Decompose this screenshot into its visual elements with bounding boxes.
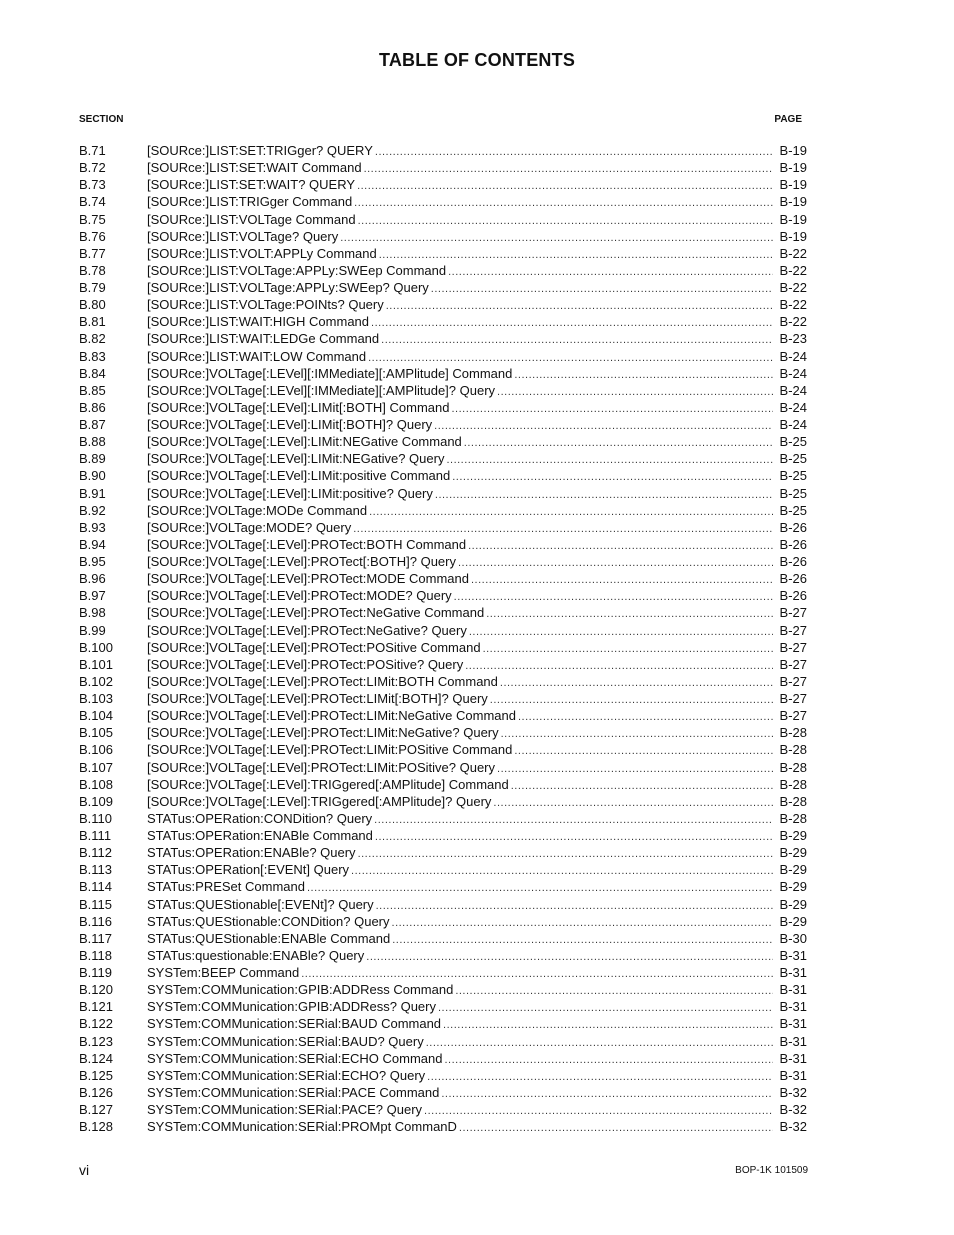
toc-entry-title: STATus:QUEStionable[:EVENt]? Query: [147, 896, 374, 912]
dot-leader: [518, 709, 773, 726]
toc-page-number: B-31: [779, 1016, 807, 1032]
toc-page-number: B-23: [779, 331, 807, 347]
toc-entry-title: [SOURce:]VOLTage[:LEVel]:PROTect:LIMit[:BOTH]? Query: [147, 691, 488, 706]
toc-entry-title: SYSTem:COMMunication:SERial:PROMpt CommanD: [147, 1119, 457, 1135]
toc-page-number: B-27: [779, 656, 807, 672]
toc-entry-title: [SOURce:]VOLTage[:LEVel]:PROTect:LIMit:NeGative? Query: [147, 725, 499, 741]
toc-page-number: B-19: [779, 177, 807, 193]
toc-entry-title: [SOURce:]VOLTage[:LEVel]:PROTect:LIMit:POSitive? Query: [147, 759, 496, 775]
dot-leader: [354, 195, 773, 212]
toc-entry-title: [SOURce:]LIST:WAIT:LOW Command: [147, 348, 367, 364]
dot-leader: [497, 761, 773, 778]
toc-entry-title: STATus:OPERation:ENABle Command: [147, 828, 373, 843]
toc-section-number: B.106: [79, 742, 113, 758]
toc-entry[interactable]: [79, 176, 807, 193]
toc-section-number: B.113: [79, 862, 113, 878]
toc-entry[interactable]: [79, 673, 807, 690]
toc-page-number: B-28: [779, 742, 807, 758]
toc-entry[interactable]: [79, 1118, 807, 1135]
toc-entry[interactable]: [79, 382, 807, 399]
toc-page-number: B-27: [779, 691, 807, 706]
toc-page-number: B-22: [779, 245, 807, 261]
dot-leader: [366, 949, 773, 966]
toc-page-number: B-32: [779, 1119, 807, 1135]
toc-section-number: B.111: [79, 828, 112, 843]
toc-entry[interactable]: [79, 262, 807, 279]
toc-section-number: B.107: [79, 759, 113, 775]
dot-leader: [438, 1000, 773, 1017]
toc-entry[interactable]: [79, 707, 807, 724]
toc-entry-title: [SOURce:]VOLTage[:LEVel]:PROTect:POSitive Command: [147, 639, 481, 655]
toc-section-number: B.91: [79, 485, 106, 501]
toc-entry[interactable]: [79, 656, 807, 673]
toc-entry[interactable]: [79, 467, 807, 484]
toc-section-number: B.99: [79, 622, 106, 638]
toc-entry-title: [SOURce:]LIST:WAIT:LEDGe Command: [147, 331, 380, 347]
dot-leader: [444, 1052, 773, 1069]
toc-entry-title: [SOURce:]VOLTage:MODe Command: [147, 502, 368, 518]
toc-page-number: B-22: [779, 280, 807, 295]
dot-leader: [375, 829, 773, 846]
toc-page-number: B-25: [779, 485, 807, 501]
toc-entry-title: [SOURce:]LIST:SET:WAIT? QUERY: [147, 177, 356, 193]
toc-entry-title: STATus:OPERation[:EVENt] Query: [147, 862, 350, 878]
page-title: TABLE OF CONTENTS: [378, 50, 576, 70]
toc-entry[interactable]: [79, 416, 807, 433]
toc-entry[interactable]: [79, 861, 807, 878]
toc-page-number: B-32: [779, 1102, 807, 1117]
dot-leader: [386, 298, 773, 315]
toc-page-number: B-29: [779, 913, 807, 929]
section-column-header: SECTION: [79, 114, 124, 125]
toc-entry[interactable]: [79, 896, 807, 913]
toc-entry-title: SYSTem:COMMunication:GPIB:ADDRess? Query: [147, 999, 436, 1015]
dot-leader: [435, 487, 773, 504]
toc-section-number: B.92: [79, 502, 106, 518]
toc-entry-title: [SOURce:]VOLTage[:LEVel]:PROTect:LIMit:POSitive Command: [147, 742, 513, 758]
toc-entry[interactable]: [79, 502, 807, 519]
dot-leader: [340, 230, 773, 247]
toc-page-number: B-28: [779, 810, 807, 826]
toc-entry[interactable]: [79, 604, 807, 621]
dot-leader: [371, 315, 773, 332]
toc-entry[interactable]: [79, 776, 807, 793]
toc-entry[interactable]: [79, 827, 807, 844]
toc-entry-title: [SOURce:]VOLTage:MODE? Query: [147, 519, 352, 535]
dot-leader: [464, 435, 773, 452]
toc-page-number: B-28: [779, 793, 807, 809]
toc-entry-title: [SOURce:]LIST:VOLTage:POINts? Query: [147, 297, 384, 313]
toc-section-number: B.104: [79, 708, 113, 724]
toc-entry[interactable]: [79, 519, 807, 536]
toc-section-number: B.98: [79, 605, 106, 621]
toc-page-number: B-19: [779, 143, 807, 158]
dot-leader: [514, 743, 773, 760]
toc-entry[interactable]: [79, 485, 807, 502]
toc-page-number: B-31: [779, 965, 807, 980]
toc-section-number: B.80: [79, 297, 106, 313]
toc-entry[interactable]: [79, 998, 807, 1015]
toc-section-number: B.117: [79, 930, 113, 946]
toc-page-number: B-27: [779, 673, 807, 689]
toc-entry[interactable]: [79, 724, 807, 741]
dot-leader: [455, 983, 773, 1000]
toc-entry-title: [SOURce:]VOLTage[:LEVel]:LIMit[:BOTH]? Query: [147, 417, 433, 432]
toc-entry-title: SYSTem:COMMunication:SERial:ECHO Command: [147, 1050, 443, 1066]
toc-entry[interactable]: [79, 741, 807, 758]
toc-entry-title: SYSTem:BEEP Command: [147, 965, 300, 980]
toc-page-number: B-32: [779, 1084, 807, 1100]
toc-section-number: B.105: [79, 725, 113, 741]
toc-page-number: B-31: [779, 947, 807, 963]
toc-page-number: B-31: [779, 982, 807, 998]
toc-entry-title: STATus:QUEStionable:CONDition? Query: [147, 913, 390, 929]
toc-entry-title: SYSTem:COMMunication:SERial:PACE Command: [147, 1084, 440, 1100]
toc-entry-title: [SOURce:]LIST:VOLTage? Query: [147, 228, 339, 244]
toc-entry-title: [SOURce:]VOLTage[:LEVel]:LIMit:NEGative? Query: [147, 451, 445, 467]
dot-leader: [501, 726, 773, 743]
toc-entry-title: [SOURce:]VOLTage[:LEVel][:IMMediate][:AMPlitude] Command: [147, 365, 513, 381]
toc-page-number: B-24: [779, 348, 807, 364]
dot-leader: [358, 846, 773, 863]
toc-entry-title: [SOURce:]VOLTage[:LEVel]:TRIGgered[:AMPlitude] Command: [147, 776, 509, 792]
dot-leader: [490, 692, 773, 709]
toc-entry[interactable]: [79, 296, 807, 313]
toc-entry-title: [SOURce:]LIST:TRIGger Command: [147, 194, 353, 210]
toc-entry[interactable]: [79, 1067, 807, 1084]
toc-entry-title: SYSTem:COMMunication:GPIB:ADDRess Command: [147, 982, 454, 998]
toc-section-number: B.112: [79, 845, 113, 861]
dot-leader: [392, 915, 773, 932]
toc-entry[interactable]: [79, 228, 807, 245]
dot-leader: [351, 863, 773, 880]
dot-leader: [357, 178, 773, 195]
toc-section-number: B.116: [79, 913, 113, 929]
toc-entry-title: SYSTem:COMMunication:SERial:BAUD Command: [147, 1016, 442, 1032]
toc-entry[interactable]: [79, 1084, 807, 1101]
toc-section-number: B.125: [79, 1067, 113, 1083]
toc-page-number: B-24: [779, 417, 807, 432]
toc-entry-title: [SOURce:]LIST:SET:TRIGger? QUERY: [147, 143, 373, 158]
toc-section-number: B.118: [79, 947, 113, 963]
dot-leader: [469, 624, 773, 641]
dot-leader: [434, 418, 773, 435]
dot-leader: [493, 795, 773, 812]
toc-entry-title: SYSTem:COMMunication:SERial:BAUD? Query: [147, 1033, 424, 1049]
toc-page-number: B-26: [779, 554, 807, 569]
toc-page-number: B-22: [779, 314, 807, 330]
toc-section-number: B.86: [79, 399, 106, 415]
toc-section-number: B.87: [79, 417, 106, 432]
toc-section-number: B.82: [79, 331, 106, 347]
toc-section-number: B.128: [79, 1119, 113, 1135]
toc-entry[interactable]: [79, 245, 807, 262]
toc-section-number: B.83: [79, 348, 106, 364]
toc-section-number: B.73: [79, 177, 106, 193]
toc-page-number: B-29: [779, 879, 807, 895]
toc-entry[interactable]: [79, 930, 807, 947]
toc-page-number: B-25: [779, 451, 807, 467]
toc-entry-title: [SOURce:]VOLTage[:LEVel]:PROTect:BOTH Command: [147, 536, 467, 552]
dot-leader: [375, 144, 773, 161]
toc-entry-title: [SOURce:]LIST:WAIT:HIGH Command: [147, 314, 370, 330]
toc-entry[interactable]: [79, 553, 807, 570]
dot-leader: [452, 469, 773, 486]
toc-page-number: B-22: [779, 262, 807, 278]
toc-page-number: B-26: [779, 571, 807, 587]
dot-leader: [369, 504, 773, 521]
toc-page-number: B-26: [779, 588, 807, 604]
toc-entry-title: [SOURce:]VOLTage[:LEVel]:LIMit:positive Command: [147, 468, 451, 484]
dot-leader: [427, 1069, 773, 1086]
toc-entry[interactable]: [79, 330, 807, 347]
toc-entry-title: [SOURce:]VOLTage[:LEVel]:TRIGgered[:AMPlitude]? Query: [147, 793, 492, 809]
toc-section-number: B.100: [79, 639, 113, 655]
toc-section-number: B.108: [79, 776, 113, 792]
toc-entry[interactable]: [79, 159, 807, 176]
toc-section-number: B.110: [79, 810, 113, 826]
toc-entry[interactable]: [79, 878, 807, 895]
toc-section-number: B.124: [79, 1050, 113, 1066]
toc-section-number: B.114: [79, 879, 113, 895]
dot-leader: [374, 812, 773, 829]
dot-leader: [511, 778, 773, 795]
toc-section-number: B.126: [79, 1084, 113, 1100]
toc-entry-title: [SOURce:]LIST:VOLTage:APPLy:SWEep? Query: [147, 280, 429, 295]
toc-entry-title: [SOURce:]VOLTage[:LEVel]:PROTect:POSitive? Query: [147, 656, 464, 672]
toc-entry-title: STATus:questionable:ENABle? Query: [147, 947, 365, 963]
toc-entry-title: SYSTem:COMMunication:SERial:PACE? Query: [147, 1102, 423, 1117]
toc-entry-title: [SOURce:]LIST:VOLT:APPLy Command: [147, 245, 377, 261]
toc-entry[interactable]: [79, 450, 807, 467]
toc-section-number: B.115: [79, 896, 113, 912]
toc-entry[interactable]: [79, 279, 807, 296]
dot-leader: [441, 1086, 773, 1103]
dot-leader: [431, 281, 773, 298]
toc-section-number: B.88: [79, 434, 106, 450]
dot-leader: [465, 658, 773, 675]
toc-section-number: B.123: [79, 1033, 113, 1049]
toc-page-number: B-30: [779, 930, 807, 946]
toc-section-number: B.120: [79, 982, 113, 998]
dot-leader: [497, 384, 773, 401]
dot-leader: [443, 1017, 773, 1034]
dot-leader: [307, 880, 773, 897]
toc-entry-title: [SOURce:]LIST:VOLTage:APPLy:SWEep Command: [147, 262, 447, 278]
toc-entry[interactable]: [79, 639, 807, 656]
toc-page-number: B-27: [779, 708, 807, 724]
toc-entry[interactable]: [79, 622, 807, 639]
dot-leader: [454, 589, 773, 606]
dot-leader: [424, 1103, 773, 1120]
toc-entry[interactable]: [79, 587, 807, 604]
dot-leader: [446, 452, 773, 469]
toc-entry-title: [SOURce:]VOLTage[:LEVel]:PROTect:NeGative Command: [147, 605, 485, 621]
toc-page-number: B-28: [779, 776, 807, 792]
toc-entry[interactable]: [79, 433, 807, 450]
toc-page-number: B-27: [779, 639, 807, 655]
toc-entry-title: STATus:OPERation:ENABle? Query: [147, 845, 356, 861]
toc-section-number: B.94: [79, 536, 106, 552]
toc-entry-title: STATus:QUEStionable:ENABle Command: [147, 930, 391, 946]
toc-section-number: B.81: [79, 314, 106, 330]
toc-page-number: B-24: [779, 382, 807, 398]
toc-entry[interactable]: [79, 844, 807, 861]
dot-leader: [483, 641, 773, 658]
toc-page-number: B-28: [779, 725, 807, 741]
toc-section-number: B.77: [79, 245, 106, 261]
footer-page-number: vi: [79, 1162, 90, 1178]
dot-leader: [471, 572, 773, 589]
toc-page-number: B-29: [779, 845, 807, 861]
toc-list: [79, 142, 807, 1135]
toc-entry-title: [SOURce:]VOLTage[:LEVel]:LIMit[:BOTH] Command: [147, 399, 450, 415]
toc-page-number: B-31: [779, 1050, 807, 1066]
toc-page-number: B-27: [779, 622, 807, 638]
toc-section-number: B.71: [79, 143, 106, 158]
toc-page-number: B-24: [779, 399, 807, 415]
toc-page-number: B-29: [779, 862, 807, 878]
dot-leader: [500, 675, 773, 692]
toc-page-number: B-25: [779, 502, 807, 518]
dot-leader: [514, 367, 773, 384]
dot-leader: [448, 264, 773, 281]
toc-section-number: B.78: [79, 262, 106, 278]
toc-section-number: B.75: [79, 211, 106, 227]
toc-entry[interactable]: [79, 964, 807, 981]
toc-entry-title: [SOURce:]VOLTage[:LEVel]:PROTect:MODE Command: [147, 571, 469, 587]
toc-entry-title: [SOURce:]VOLTage[:LEVel]:PROTect[:BOTH]? Query: [147, 554, 456, 569]
toc-page-number: B-31: [779, 999, 807, 1015]
toc-section-number: B.102: [79, 673, 113, 689]
dot-leader: [364, 161, 773, 178]
dot-leader: [381, 332, 773, 349]
toc-entry[interactable]: [79, 313, 807, 330]
toc-page-number: B-19: [779, 211, 807, 227]
toc-entry[interactable]: [79, 399, 807, 416]
toc-page-number: B-29: [779, 828, 807, 843]
toc-section-number: B.103: [79, 691, 113, 706]
toc-entry-title: [SOURce:]LIST:VOLTage Command: [147, 211, 356, 227]
toc-page-number: B-26: [779, 519, 807, 535]
toc-entry[interactable]: [79, 913, 807, 930]
toc-section-number: B.127: [79, 1102, 113, 1117]
toc-entry-title: STATus:PRESet Command: [147, 879, 305, 895]
toc-page-number: B-27: [779, 605, 807, 621]
toc-page-number: B-25: [779, 468, 807, 484]
toc-entry[interactable]: [79, 1050, 807, 1067]
toc-entry-title: [SOURce:]VOLTage[:LEVel][:IMMediate][:AMPlitude]? Query: [147, 382, 496, 398]
toc-entry-title: SYSTem:COMMunication:SERial:ECHO? Query: [147, 1067, 426, 1083]
dot-leader: [358, 213, 773, 230]
footer-document-id: BOP-1K 101509: [735, 1165, 808, 1176]
toc-entry[interactable]: [79, 142, 807, 159]
dot-leader: [486, 606, 773, 623]
toc-section-number: B.119: [79, 965, 113, 980]
toc-section-number: B.74: [79, 194, 106, 210]
toc-entry[interactable]: [79, 793, 807, 810]
dot-leader: [451, 401, 773, 418]
toc-section-number: B.72: [79, 160, 106, 176]
toc-section-number: B.109: [79, 793, 113, 809]
toc-entry-title: [SOURce:]VOLTage[:LEVel]:LIMit:positive? Query: [147, 485, 433, 501]
toc-entry[interactable]: [79, 348, 807, 365]
toc-page-number: B-19: [779, 160, 807, 176]
toc-entry[interactable]: [79, 947, 807, 964]
toc-section-number: B.85: [79, 382, 106, 398]
toc-page-number: B-29: [779, 896, 807, 912]
toc-section-number: B.76: [79, 228, 106, 244]
dot-leader: [426, 1035, 773, 1052]
toc-entry-title: [SOURce:]VOLTage[:LEVel]:PROTect:MODE? Query: [147, 588, 452, 604]
toc-entry[interactable]: [79, 365, 807, 382]
toc-section-number: B.122: [79, 1016, 113, 1032]
dot-leader: [468, 538, 773, 555]
toc-entry[interactable]: [79, 690, 807, 707]
toc-entry-title: [SOURce:]LIST:SET:WAIT Command: [147, 160, 362, 176]
toc-entry[interactable]: [79, 1101, 807, 1118]
toc-section-number: B.84: [79, 365, 106, 381]
toc-entry-title: [SOURce:]VOLTage[:LEVel]:PROTect:NeGative? Query: [147, 622, 467, 638]
toc-section-number: B.96: [79, 571, 106, 587]
toc-entry[interactable]: [79, 536, 807, 553]
toc-entry[interactable]: [79, 570, 807, 587]
toc-page-number: B-26: [779, 536, 807, 552]
toc-section-number: B.101: [79, 656, 113, 672]
toc-section-number: B.93: [79, 519, 106, 535]
toc-entry[interactable]: [79, 1015, 807, 1032]
toc-page-number: B-25: [779, 434, 807, 450]
toc-entry[interactable]: [79, 211, 807, 228]
toc-page-number: B-28: [779, 759, 807, 775]
toc-page-number: B-19: [779, 194, 807, 210]
dot-leader: [376, 898, 773, 915]
toc-entry[interactable]: [79, 759, 807, 776]
toc-page-number: B-22: [779, 297, 807, 313]
toc-section-number: B.97: [79, 588, 106, 604]
dot-leader: [459, 1120, 773, 1137]
toc-entry[interactable]: [79, 193, 807, 210]
toc-section-number: B.90: [79, 468, 106, 484]
toc-entry-title: [SOURce:]VOLTage[:LEVel]:LIMit:NEGative Command: [147, 434, 462, 450]
toc-section-number: B.89: [79, 451, 106, 467]
toc-entry[interactable]: [79, 1033, 807, 1050]
toc-section-number: B.95: [79, 554, 106, 569]
toc-page-number: B-31: [779, 1067, 807, 1083]
toc-section-number: B.79: [79, 280, 106, 295]
toc-entry[interactable]: [79, 981, 807, 998]
toc-entry-title: STATus:OPERation:CONDition? Query: [147, 810, 373, 826]
toc-page-number: B-31: [779, 1033, 807, 1049]
toc-page-number: B-24: [779, 365, 807, 381]
toc-entry-title: [SOURce:]VOLTage[:LEVel]:PROTect:LIMit:BOTH Command: [147, 673, 498, 689]
dot-leader: [458, 555, 773, 572]
toc-page-number: B-19: [779, 228, 807, 244]
toc-entry[interactable]: [79, 810, 807, 827]
page-column-header: PAGE: [774, 114, 802, 125]
dot-leader: [392, 932, 773, 949]
toc-section-number: B.121: [79, 999, 113, 1015]
toc-entry-title: [SOURce:]VOLTage[:LEVel]:PROTect:LIMit:NeGative Command: [147, 708, 516, 724]
